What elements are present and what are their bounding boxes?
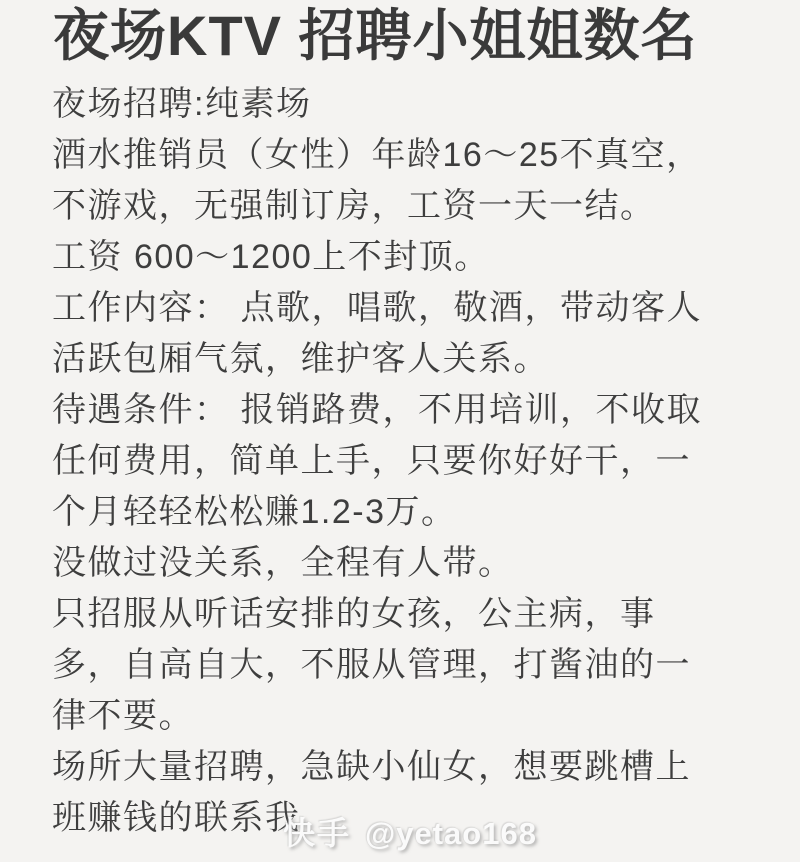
body-line: 夜场招聘:纯素场 — [52, 85, 312, 123]
body-line: 班赚钱的联系我 — [52, 799, 301, 837]
body-line: 活跃包厢气氛，维护客人关系。 — [52, 340, 549, 378]
body-line: 工作内容： 点歌，唱歌，敬酒，带动客人 — [52, 289, 702, 327]
body-line: 不游戏，无强制订房，工资一天一结。 — [52, 187, 656, 225]
body-line: 任何费用，简单上手，只要你好好干，一 — [52, 442, 691, 480]
kuaishou-logo-text: 快手 — [283, 815, 352, 851]
post-body — [52, 79, 800, 844]
body-line: 酒水推销员（女性）年龄16～25不真空， — [52, 136, 702, 174]
body-line: 待遇条件： 报销路费，不用培训，不收取 — [52, 391, 702, 429]
body-line: 多，自高自大，不服从管理，打酱油的一 — [52, 646, 691, 684]
watermark-username: @yetao168 — [365, 816, 537, 851]
body-line: 场所大量招聘，急缺小仙女，想要跳槽上 — [52, 748, 691, 786]
body-line: 工资 600～1200上不封顶。 — [52, 238, 490, 276]
body-line: 个月轻轻松松赚1.2-3万。 — [52, 493, 457, 531]
body-line: 律不要。 — [52, 697, 194, 735]
post-title: 夜场KTV 招聘小姐姐数名 — [53, 4, 698, 67]
body-line: 没做过没关系，全程有人带。 — [52, 544, 514, 582]
body-line: 只招服从听话安排的女孩，公主病，事 — [52, 595, 656, 633]
